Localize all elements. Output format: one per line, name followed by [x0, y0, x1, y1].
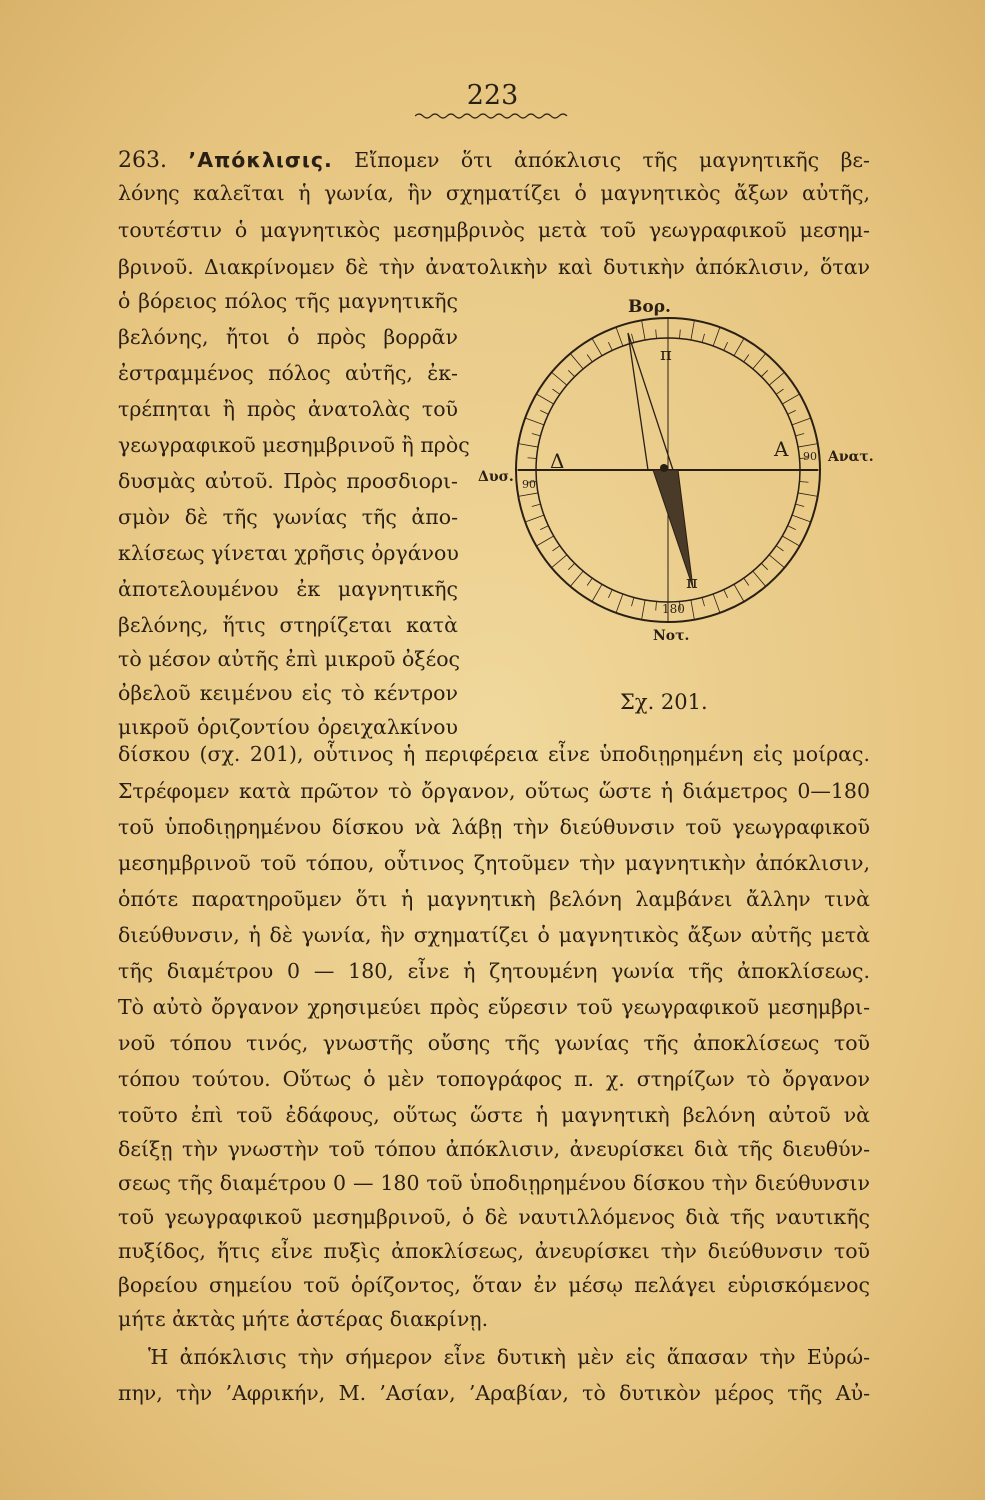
degree-tick [616, 594, 623, 613]
degree-tick [532, 434, 541, 436]
text-line: ὁ βόρειος πόλος τῆς μαγνητικῆς [118, 289, 458, 313]
label-west: Δυσ. [478, 469, 514, 485]
text-line: σεως τῆς διαμέτρου 0 — 180 τοῦ ὑποδιῃρημένου δίσκου τὴν διεύθυνσιν [118, 1171, 870, 1195]
degree-tick [782, 394, 799, 404]
degree-tick [680, 330, 681, 339]
text-line: 263. ’Απόκλισις. Εἴπομεν ὅτι ἀπόκλισις τῆς μαγνητικῆς βε- [118, 148, 870, 173]
label-180: 180 [662, 602, 685, 616]
label-east: Ανατ. [828, 449, 874, 465]
degree-tick [608, 590, 612, 598]
degree-tick [691, 320, 694, 340]
text-line: ἀποτελουμένου ἐκ μαγνητικῆς [118, 577, 458, 601]
text-line: μεσημβρινοῦ τοῦ τόπου, οὗτινος ζητοῦμεν τὴν μαγνητικὴν ἀπόκλισιν, [118, 851, 870, 875]
text-line: γεωγραφικοῦ μεσημβρινοῦ ἢ πρὸς [118, 433, 470, 457]
degree-tick [734, 338, 744, 355]
degree-tick [744, 578, 749, 585]
degree-tick [632, 334, 634, 343]
degree-tick [702, 598, 704, 607]
degree-tick [528, 458, 537, 459]
degree-tick [536, 394, 553, 404]
degree-tick [798, 444, 818, 447]
degree-tick [792, 418, 811, 425]
text-line: τῆς διαμέτρου 0 — 180, εἶνε ἡ ζητουμένη γωνία τῆς ἀποκλίσεως. [118, 959, 870, 983]
text-line: βελόνης, ἥτις στηρίζεται κατὰ [118, 613, 458, 637]
degree-tick [734, 584, 744, 601]
text-line: τουτέστιν ὁ μαγνητικὸς μεσημβρινὸς μετὰ τοῦ γεωγραφικοῦ μεσημ- [118, 218, 870, 242]
degree-tick [642, 600, 645, 620]
label-north: Βορ. [628, 298, 671, 317]
page-number-ornament [415, 112, 570, 120]
text-line: πην, τὴν ’Αφρικήν, Μ. ’Ασίαν, ’Αραβίαν, τὸ δυτικὸν μέρος τῆς Αὐ- [118, 1381, 870, 1405]
degree-tick [570, 354, 583, 369]
text-line: μικροῦ ὁριζοντίου ὀρειχαλκίνου [118, 715, 458, 739]
text-line: κλίσεως γίνεται χρῆσις ὀργάνου [118, 541, 459, 565]
degree-tick [656, 330, 657, 339]
label-delta: Δ [550, 449, 565, 473]
text-line: Στρέφομεν κατὰ πρῶτον τὸ ὄργανον, οὕτως ὥστε ἡ διάμετρος 0—180 [118, 779, 870, 803]
section-title: ’Απόκλισις. [188, 148, 333, 172]
degree-tick [570, 571, 583, 586]
degree-tick [540, 526, 548, 530]
degree-tick [796, 434, 805, 436]
degree-tick [552, 372, 567, 385]
text-line: τοῦτο ἐπὶ τοῦ ἐδάφους, οὕτως ὥστε ἡ μαγνητικὴ βελόνη αὐτοῦ νὰ [118, 1103, 870, 1127]
label-90-left: 90 [522, 478, 536, 491]
text-line: ὁπότε παρατηροῦμεν ὅτι ἡ μαγνητικὴ βελόνη λαμβάνει ἄλλην τινὰ [118, 887, 870, 911]
label-90-right: 90 [803, 450, 817, 463]
degree-tick [642, 320, 645, 340]
text-line: μήτε ἀκτὰς μήτε ἀστέρας διακρίνῃ. [118, 1307, 489, 1331]
text-line: τρέπηται ἢ πρὸς ἀνατολὰς τοῦ [118, 397, 458, 421]
degree-tick [552, 546, 559, 551]
degree-tick [788, 526, 796, 530]
degree-tick [552, 389, 559, 394]
degree-tick [753, 571, 766, 586]
figure-caption: Σχ. 201. [620, 690, 708, 714]
degree-tick [713, 327, 720, 346]
text-line: διεύθυνσιν, ἡ δὲ γωνία, ἣν σχηματίζει ὁ μαγνητικὸς ἄξων αὐτῆς μετὰ [118, 923, 870, 947]
text-line: πυξίδος, ἥτις εἶνε πυξὶς ἀποκλίσεως, ἀνευρίσκει τὴν διεύθυνσιν τοῦ [118, 1239, 870, 1263]
degree-tick [702, 334, 704, 343]
page-number: 223 [466, 80, 519, 111]
text-line: Ἡ ἀπόκλισις τὴν σήμερον εἶνε δυτικὴ μὲν εἰς ἅπασαν τὴν Εὐρώ- [148, 1345, 870, 1369]
label-pi-bottom: π [686, 572, 698, 593]
degree-tick [656, 601, 657, 610]
degree-tick [776, 546, 783, 551]
degree-tick [592, 584, 602, 601]
text-line: τοῦ γεωγραφικοῦ μεσημβρινοῦ, ὁ δὲ ναυτιλλόμενος διὰ τῆς ναυτικῆς [118, 1205, 870, 1229]
text-line: τόπου τούτου. Οὕτως ὁ μὲν τοπογράφος π. χ. στηρίζων τὸ ὄργανον [118, 1067, 870, 1091]
degree-tick [587, 578, 592, 585]
section-number: 263. [118, 148, 167, 173]
compass-figure [478, 298, 888, 643]
text-line: λόνης καλεῖται ἡ γωνία, ἣν σχηματίζει ὁ μαγνητικὸς ἄξων αὐτῆς, [118, 181, 870, 205]
degree-tick [724, 590, 728, 598]
degree-tick [713, 594, 720, 613]
text-line: βρινοῦ. Διακρίνομεν δὲ τὴν ἀνατολικὴν καὶ δυτικὴν ἀπόκλισιν, ὅταν [118, 255, 870, 279]
degree-tick [616, 327, 623, 346]
degree-tick [518, 444, 538, 447]
label-alpha: Α [774, 437, 789, 461]
degree-tick [540, 410, 548, 414]
degree-tick [587, 354, 592, 361]
text-line: βελόνης, ἤτοι ὁ πρὸς βορρᾶν [118, 325, 458, 349]
degree-tick [536, 536, 553, 546]
degree-tick [761, 370, 767, 376]
degree-tick [744, 354, 749, 361]
degree-tick [632, 598, 634, 607]
text-line: δίσκου (σχ. 201), οὗτινος ἡ περιφέρεια εἶνε ὑποδιῃρημένη εἰς μοίρας. [118, 742, 870, 766]
text-line: ὀβελοῦ κειμένου εἰς τὸ κέντρον [118, 681, 458, 705]
degree-tick [769, 372, 784, 385]
text-line: τὸ μέσον αὐτῆς ἐπὶ μικροῦ ὀξέος [118, 647, 461, 671]
degree-tick [532, 504, 541, 506]
needle-pivot [660, 464, 668, 472]
degree-tick [769, 555, 784, 568]
text-line: νοῦ τόπου τινός, γνωστῆς οὔσης τῆς γωνίας τῆς ἀποκλίσεως τοῦ [118, 1031, 870, 1055]
degree-tick [592, 338, 602, 355]
label-south: Νοτ. [653, 628, 690, 643]
degree-tick [552, 555, 567, 568]
degree-tick [568, 563, 574, 569]
degree-tick [518, 493, 538, 496]
degree-tick [799, 482, 808, 483]
label-pi-top: π [660, 344, 672, 365]
degree-tick [776, 389, 783, 394]
magnetic-needle-south [653, 470, 693, 588]
degree-tick [525, 418, 544, 425]
degree-tick [691, 600, 694, 620]
text-line: δυσμὰς αὐτοῦ. Πρὸς προσδιορι- [118, 469, 458, 493]
degree-tick [798, 493, 818, 496]
text-line: ἐστραμμένος πόλος αὐτῆς, ἐκ- [118, 361, 458, 385]
text-line: δείξῃ τὴν γνωστὴν τοῦ τόπου ἀπόκλισιν, ἀνευρίσκει διὰ τῆς διευθύν- [118, 1137, 870, 1161]
text-line: τοῦ ὑποδιῃρημένου δίσκου νὰ λάβῃ τὴν διεύθυνσιν τοῦ γεωγραφικοῦ [118, 815, 870, 839]
degree-tick [525, 515, 544, 522]
degree-tick [796, 504, 805, 506]
degree-tick [753, 354, 766, 369]
degree-tick [608, 342, 612, 350]
text-line: Τὸ αὐτὸ ὄργανον χρησιμεύει πρὸς εὕρεσιν τοῦ γεωγραφικοῦ μεσημβρι- [118, 995, 870, 1019]
degree-tick [788, 410, 796, 414]
text-line: βορείου σημείου τοῦ ὁρίζοντος, ὅταν ἐν μέσῳ πελάγει εὑρισκόμενος [118, 1273, 870, 1297]
degree-tick [568, 370, 574, 376]
degree-tick [761, 563, 767, 569]
degree-tick [782, 536, 799, 546]
degree-tick [724, 342, 728, 350]
text-line: σμὸν δὲ τῆς γωνίας τῆς ἀπο- [118, 505, 458, 529]
degree-tick [792, 515, 811, 522]
